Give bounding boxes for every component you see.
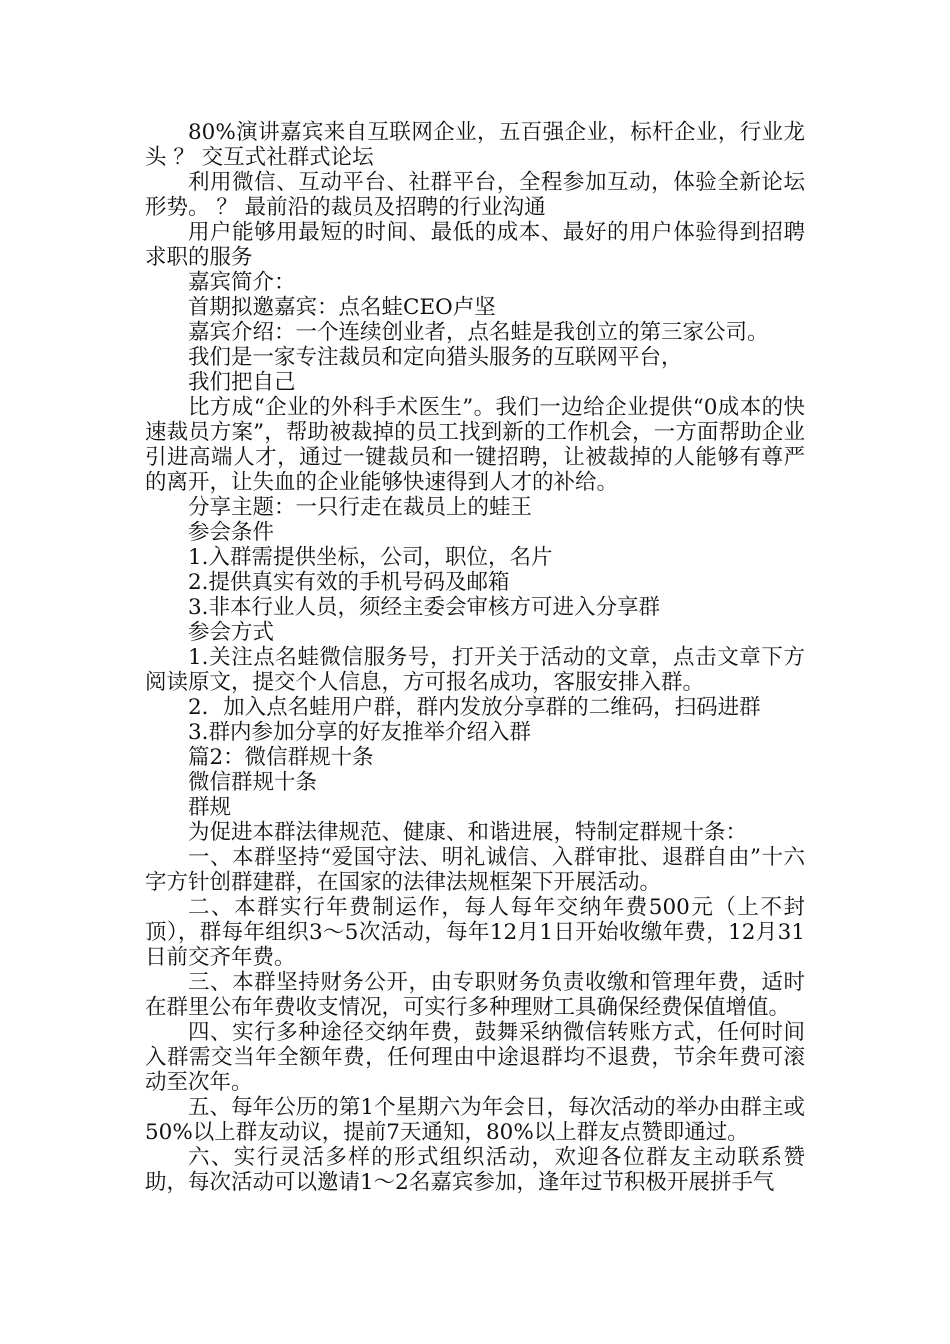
- list-item: 2．加入点名蛙用户群，群内发放分享群的二维码，扫码进群: [188, 695, 761, 720]
- paragraph: 我们是一家专注裁员和定向猎头服务的互联网平台，: [188, 345, 683, 370]
- list-item: 1.入群需提供坐标，公司，职位，名片: [188, 545, 553, 570]
- section-heading: 参会条件: [188, 520, 275, 545]
- list-item: 3.群内参加分享的好友推举介绍入群: [188, 720, 532, 745]
- list-item: 2.提供真实有效的手机号码及邮箱: [188, 570, 510, 595]
- paragraph: 嘉宾介绍：一个连续创业者，点名蛙是我创立的第三家公司。: [188, 320, 769, 345]
- section-heading: 篇2：微信群规十条: [188, 745, 374, 770]
- paragraph: 用户能够用最短的时间、最低的成本、最好的用户体验得到招聘求职的服务: [145, 220, 805, 270]
- rule-item: 一、本群坚持“爱国守法、明礼诚信、入群审批、退群自由”十六字方针创群建群，在国家的法律法规框架下开展活动。: [145, 845, 805, 895]
- rule-item: 二、本群实行年费制运作，每人每年交纳年费500元（上不封顶），群每年组织3～5次活动，每年12月1日开始收缴年费，12月31日前交齐年费。: [145, 895, 805, 970]
- paragraph: 比方成“企业的外科手术医生”。我们一边给企业提供“0成本的快速裁员方案”，帮助被裁掉的员工找到新的工作机会，一方面帮助企业引进高端人才，通过一键裁员和一键招聘，让被裁掉的人能够有尊严的离开，让失血的企业能够快速得到人才的补给。: [145, 395, 805, 495]
- section-heading: 群规: [188, 795, 232, 820]
- document-body: [145, 120, 805, 1195]
- paragraph: 利用微信、互动平台、社群平台，全程参加互动，体验全新论坛形势。 ？ 最前沿的裁员及招聘的行业沟通: [145, 170, 805, 220]
- rule-item: 三、本群坚持财务公开，由专职财务负责收缴和管理年费，适时在群里公布年费收支情况，可实行多种理财工具确保经费保值增值。: [145, 970, 805, 1020]
- rule-item: 四、实行多种途径交纳年费，鼓舞采纳微信转账方式，任何时间入群需交当年全额年费，任何理由中途退群均不退费，节余年费可滚动至次年。: [145, 1020, 805, 1095]
- list-item: 1.关注点名蛙微信服务号，打开关于活动的文章，点击文章下方阅读原文，提交个人信息，方可报名成功，客服安排入群。: [145, 645, 805, 695]
- section-heading: 参会方式: [188, 620, 275, 645]
- rule-item: 六、实行灵活多样的形式组织活动，欢迎各位群友主动联系赞助，每次活动可以邀请1～2名嘉宾参加，逢年过节积极开展拼手气: [145, 1145, 805, 1195]
- paragraph: 为促进本群法律规范、健康、和谐进展，特制定群规十条：: [188, 820, 748, 845]
- rule-item: 五、每年公历的第1个星期六为年会日，每次活动的举办由群主或50%以上群友动议，提前7天通知，80%以上群友点赞即通过。: [145, 1095, 805, 1145]
- paragraph: 80%演讲嘉宾来自互联网企业，五百强企业，标杆企业，行业龙头 ？ 交互式社群式论坛: [145, 120, 805, 170]
- paragraph: 首期拟邀嘉宾：点名蛙CEO卢坚: [188, 295, 496, 320]
- section-heading: 微信群规十条: [188, 770, 318, 795]
- paragraph: 我们把自己: [188, 370, 296, 395]
- paragraph: 嘉宾简介：: [188, 270, 296, 295]
- paragraph: 分享主题：一只行走在裁员上的蛙王: [188, 495, 533, 520]
- list-item: 3.非本行业人员，须经主委会审核方可进入分享群: [188, 595, 661, 620]
